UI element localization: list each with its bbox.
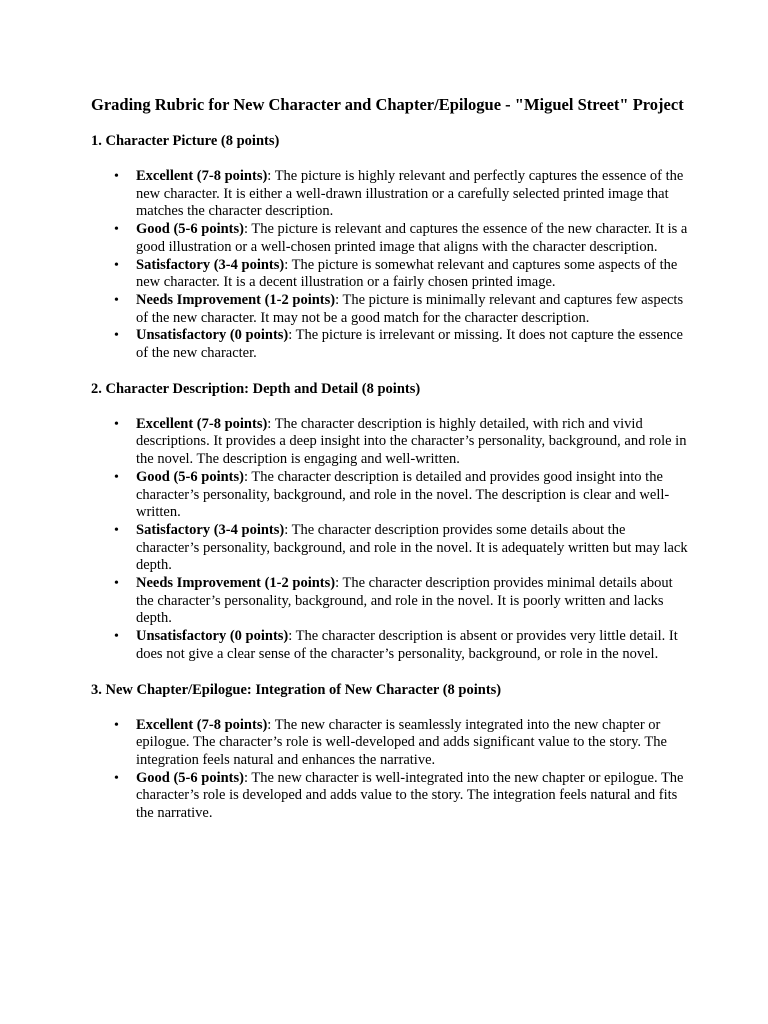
document-page (91, 94, 691, 840)
criteria-list-character-description (91, 416, 691, 664)
document-title: Grading Rubric for New Character and Chapter/Epilogue - "Miguel Street" Project (91, 95, 684, 114)
bullet-icon: • (114, 169, 119, 184)
section-heading-character-picture: 1. Character Picture (8 points) (91, 133, 280, 149)
criteria-item (91, 717, 691, 770)
bullet-icon: • (114, 770, 119, 786)
bullet-icon: • (114, 629, 119, 645)
criteria-item (91, 292, 691, 327)
criteria-level: Unsatisfactory (0 points) (136, 628, 289, 645)
bullet-icon: • (114, 717, 119, 733)
criteria-text: : The picture is somewhat relevant and captures some aspects of the new character. It is a decent illustration or a fairly chosen printed image. (136, 256, 678, 291)
criteria-item (91, 221, 691, 256)
criteria-text: : The character description provides some details about the character’s personality, background, and role in the novel. It is adequately written but may lack depth. (136, 521, 688, 574)
criteria-text: : The character description is absent or provides very little detail. It does not give a clear sense of the character’s personality, background, or role in the novel. (136, 628, 678, 662)
criteria-item (91, 770, 691, 823)
bullet-icon: • (114, 292, 119, 308)
criteria-level: Good (5-6 points) (136, 221, 244, 238)
criteria-level: Satisfactory (3-4 points) (136, 521, 285, 538)
criteria-level: Excellent (7-8 points) (136, 716, 268, 733)
bullet-icon: • (114, 328, 119, 344)
criteria-item (91, 168, 691, 221)
criteria-level: Excellent (7-8 points) (136, 168, 268, 184)
bullet-icon: • (114, 257, 119, 273)
criteria-text: : The picture is relevant and captures the essence of the new character. It is a good illustration or a well-chosen printed image that aligns with the character description. (136, 221, 688, 255)
criteria-item (91, 327, 691, 362)
criteria-level: Satisfactory (3-4 points) (136, 256, 285, 273)
bullet-icon: • (114, 576, 119, 592)
criteria-level: Good (5-6 points) (136, 468, 244, 485)
criteria-text: : The character description is highly detailed, with rich and vivid descriptions. It provides a deep insight into the character’s personality, background, and role in the novel. The description is engaging and well-written. (136, 415, 687, 468)
criteria-item (91, 628, 691, 663)
criteria-text: : The picture is irrelevant or missing. It does not capture the essence of the new character. (136, 327, 683, 362)
criteria-level: Unsatisfactory (0 points) (136, 327, 289, 344)
criteria-list-character-picture (91, 168, 691, 363)
section-heading-new-chapter-integration: 3. New Chapter/Epilogue: Integration of New Character (8 points) (91, 681, 502, 698)
criteria-text: : The picture is minimally relevant and captures few aspects of the new character. It may not be a good match for the character description. (136, 291, 684, 326)
criteria-text: : The picture is highly relevant and perfectly captures the essence of the new character. It is either a well-drawn illustration or a carefully selected printed image that matches the character description. (136, 168, 684, 220)
criteria-level: Needs Improvement (1-2 points) (136, 575, 336, 592)
bullet-icon: • (114, 222, 119, 238)
bullet-icon: • (114, 416, 119, 432)
criteria-text: : The character description provides minimal details about the character’s personality, background, and role in the novel. It is poorly written and lacks depth. (136, 575, 673, 627)
criteria-list-new-chapter-integration (91, 717, 691, 823)
criteria-item (91, 522, 691, 575)
bullet-icon: • (114, 469, 119, 485)
criteria-item (91, 469, 691, 522)
criteria-text: : The new character is well-integrated into the new chapter or epilogue. The character’s role is developed and adds value to the story. The integration feels natural and fits the narrative. (136, 769, 684, 822)
criteria-item (91, 416, 691, 469)
bullet-icon: • (114, 522, 119, 538)
criteria-level: Good (5-6 points) (136, 769, 244, 786)
criteria-level: Excellent (7-8 points) (136, 415, 268, 432)
section-heading-character-description: 2. Character Description: Depth and Detail (8 points) (91, 380, 421, 397)
criteria-text: : The new character is seamlessly integrated into the new chapter or epilogue. The character’s role is well-developed and adds significant value to the story. The integration feels natural and enhances the narrative. (136, 716, 667, 768)
criteria-text: : The character description is detailed and provides good insight into the character’s personality, background, and role in the novel. The description is clear and well-written. (136, 468, 670, 521)
criteria-item (91, 257, 691, 292)
criteria-item (91, 575, 691, 628)
criteria-level: Needs Improvement (1-2 points) (136, 291, 336, 308)
